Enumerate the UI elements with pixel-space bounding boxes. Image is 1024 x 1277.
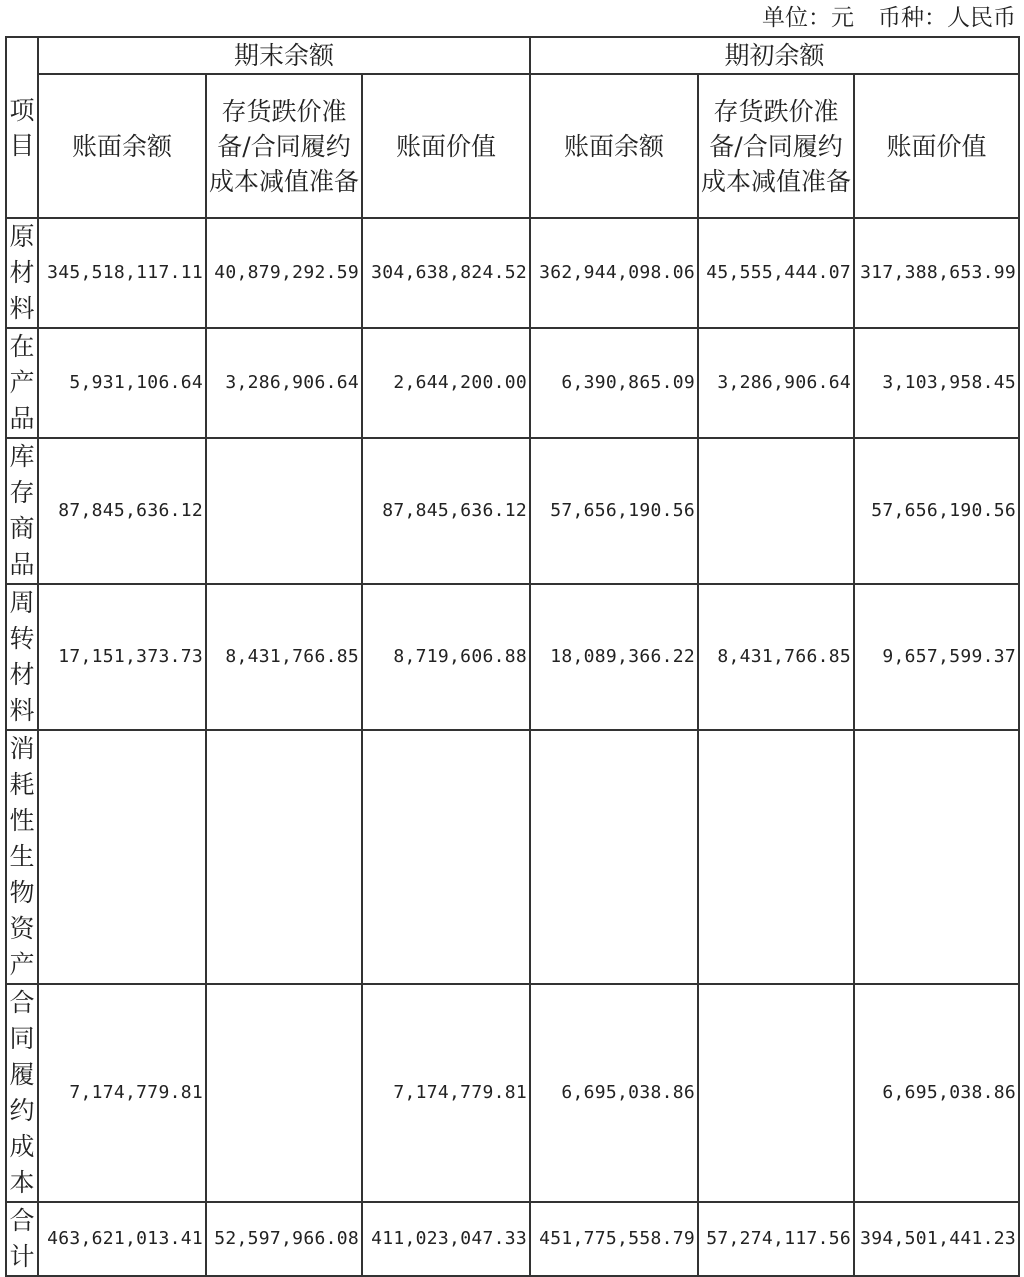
row-name: 库存商品 bbox=[6, 438, 38, 584]
table-row bbox=[6, 218, 1019, 328]
cell-end-value: 411,023,047.33 bbox=[362, 1202, 530, 1276]
cell-end-value: 7,174,779.81 bbox=[362, 984, 530, 1202]
cell-end-value: 87,845,636.12 bbox=[362, 438, 530, 584]
cell-begin-value: 6,695,038.86 bbox=[854, 984, 1019, 1202]
cell-end-balance: 17,151,373.73 bbox=[38, 584, 206, 730]
cell-end-value: 8,719,606.88 bbox=[362, 584, 530, 730]
cell-begin-balance: 18,089,366.22 bbox=[530, 584, 698, 730]
cell-begin-provision: 3,286,906.64 bbox=[698, 328, 854, 438]
header-row-1 bbox=[6, 37, 1019, 74]
cell-end-balance: 463,621,013.41 bbox=[38, 1202, 206, 1276]
cell-end-value: 2,644,200.00 bbox=[362, 328, 530, 438]
cell-begin-value bbox=[854, 730, 1019, 984]
cell-end-provision: 52,597,966.08 bbox=[206, 1202, 362, 1276]
header-begin-provision: 存货跌价准备/合同履约成本减值准备 bbox=[698, 74, 854, 218]
cell-end-balance bbox=[38, 730, 206, 984]
unit-label: 单位：元 bbox=[762, 5, 854, 31]
header-group-begin: 期初余额 bbox=[530, 37, 1019, 74]
row-name: 周转材料 bbox=[6, 584, 38, 730]
cell-end-provision bbox=[206, 984, 362, 1202]
row-name: 合同履约成本 bbox=[6, 984, 38, 1202]
header-begin-book-balance: 账面余额 bbox=[530, 74, 698, 218]
header-end-book-balance: 账面余额 bbox=[38, 74, 206, 218]
cell-end-provision bbox=[206, 730, 362, 984]
table-row bbox=[6, 730, 1019, 984]
cell-end-balance: 87,845,636.12 bbox=[38, 438, 206, 584]
table-row bbox=[6, 328, 1019, 438]
cell-end-provision: 8,431,766.85 bbox=[206, 584, 362, 730]
table-row bbox=[6, 584, 1019, 730]
table-row bbox=[6, 984, 1019, 1202]
cell-end-value: 304,638,824.52 bbox=[362, 218, 530, 328]
cell-begin-provision: 8,431,766.85 bbox=[698, 584, 854, 730]
cell-begin-provision bbox=[698, 984, 854, 1202]
inventory-table bbox=[5, 36, 1020, 1277]
table-row bbox=[6, 438, 1019, 584]
cell-begin-provision: 57,274,117.56 bbox=[698, 1202, 854, 1276]
cell-end-provision bbox=[206, 438, 362, 584]
cell-end-balance: 5,931,106.64 bbox=[38, 328, 206, 438]
row-name: 原材料 bbox=[6, 218, 38, 328]
cell-begin-provision bbox=[698, 438, 854, 584]
header-begin-book-value: 账面价值 bbox=[854, 74, 1019, 218]
header-item: 项目 bbox=[6, 37, 38, 218]
cell-begin-provision: 45,555,444.07 bbox=[698, 218, 854, 328]
cell-end-provision: 40,879,292.59 bbox=[206, 218, 362, 328]
cell-end-value bbox=[362, 730, 530, 984]
cell-begin-value: 9,657,599.37 bbox=[854, 584, 1019, 730]
cell-begin-balance: 6,695,038.86 bbox=[530, 984, 698, 1202]
currency-label: 币种：人民币 bbox=[878, 5, 1016, 31]
cell-begin-value: 3,103,958.45 bbox=[854, 328, 1019, 438]
row-name: 消耗性生物资产 bbox=[6, 730, 38, 984]
cell-begin-provision bbox=[698, 730, 854, 984]
unit-line bbox=[738, 2, 1016, 34]
cell-begin-value: 317,388,653.99 bbox=[854, 218, 1019, 328]
cell-end-balance: 7,174,779.81 bbox=[38, 984, 206, 1202]
cell-begin-balance bbox=[530, 730, 698, 984]
header-group-end: 期末余额 bbox=[38, 37, 530, 74]
cell-begin-balance: 451,775,558.79 bbox=[530, 1202, 698, 1276]
header-end-provision: 存货跌价准备/合同履约成本减值准备 bbox=[206, 74, 362, 218]
header-row-2 bbox=[6, 74, 1019, 218]
total-row bbox=[6, 1202, 1019, 1276]
cell-end-provision: 3,286,906.64 bbox=[206, 328, 362, 438]
row-name: 在产品 bbox=[6, 328, 38, 438]
row-name: 合计 bbox=[6, 1202, 38, 1276]
cell-begin-value: 394,501,441.23 bbox=[854, 1202, 1019, 1276]
cell-begin-balance: 57,656,190.56 bbox=[530, 438, 698, 584]
header-end-book-value: 账面价值 bbox=[362, 74, 530, 218]
cell-begin-value: 57,656,190.56 bbox=[854, 438, 1019, 584]
cell-begin-balance: 362,944,098.06 bbox=[530, 218, 698, 328]
cell-end-balance: 345,518,117.11 bbox=[38, 218, 206, 328]
cell-begin-balance: 6,390,865.09 bbox=[530, 328, 698, 438]
